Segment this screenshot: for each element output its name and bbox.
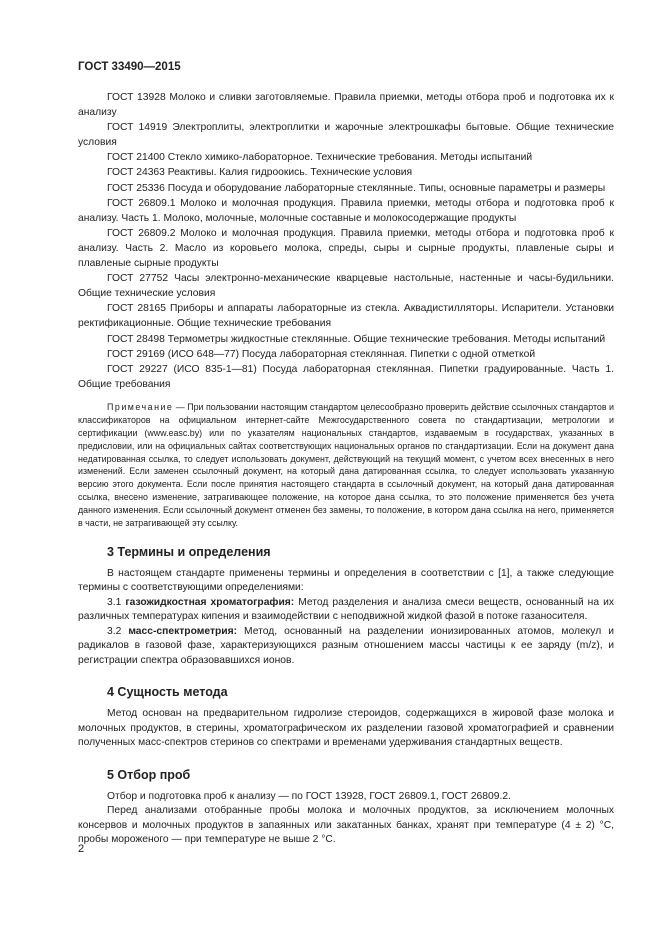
section-3-intro: В настоящем стандарте применены термины и определения в соответствии с [1], а также следующие термины с соответствующими определениями:	[78, 567, 614, 594]
section-4-title: 4 Сущность метода	[107, 685, 228, 700]
normative-references	[78, 90, 614, 392]
reference-item: ГОСТ 29169 (ИСО 648—77) Посуда лабораторная стеклянная. Пипетки с одной отметкой	[107, 348, 536, 360]
section-terms	[78, 545, 614, 669]
reference-item: ГОСТ 21400 Стекло химико-лабораторное. Технические требования. Методы испытаний	[107, 152, 533, 164]
reference-item: ГОСТ 13928 Молоко и сливки заготовляемые. Правила приемки, методы отбора проб и подготовка их к анализу	[78, 92, 614, 119]
note-text: — При пользовании настоящим стандартом целесообразно проверить действие ссылочных стандартов и классификаторов на официальном интернет-сайте Межгосударственного совета по стандартизации, метрологии и сертификации (www.easc.by) или по указателям национальных стандартов, издаваемым в государствах, указанных в предисловии, или на официальных сайтах соответствующих национальных органов по стандартизации. Если на документ дана недатированная ссылка, то следует использовать документ, действующий на текущий момент, с учетом всех внесенных в него изменений. Если заменен ссылочный документ, на который дана датированная ссылка, то следует использовать указанную версию этого документа. Если после принятия настоящего стандарта в ссылочный документ, на который дана датированная ссылка, внесено изменение, затрагивающее положение, на которое дана ссылка, то это положение применяется без учета данного изменения. Если ссылочный документ отменен без замены, то положение, в котором дана ссылка на него, применяется в части, не затрагивающей эту ссылку.	[78, 401, 614, 529]
reference-item: ГОСТ 26809.2 Молоко и молочная продукция. Правила приемки, методы отбора и подготовка проб к анализу. Часть 2. Масло из коровьего молока, спреды, сыры и сырные продукты, плавленые сыры и плавленые сырные продукты	[78, 227, 614, 270]
section-3-title: 3 Термины и определения	[107, 544, 271, 559]
reference-item: ГОСТ 25336 Посуда и оборудование лабораторные стеклянные. Типы, основные параметры и размеры	[107, 182, 606, 194]
section-sampling	[78, 768, 614, 848]
note-block	[78, 401, 614, 530]
reference-item: ГОСТ 28498 Термометры жидкостные стеклянные. Общие технические требования. Методы испытаний	[107, 333, 606, 345]
reference-item: ГОСТ 24363 Реактивы. Калия гидроокись. Технические условия	[107, 167, 413, 179]
page-number: 2	[78, 843, 85, 855]
note-label: Примечание	[107, 401, 174, 412]
section-5-title: 5 Отбор проб	[107, 767, 191, 782]
reference-item: ГОСТ 29227 (ИСО 835-1—81) Посуда лабораторная стеклянная. Пипетки градуированные. Часть 1. Общие требования	[78, 363, 614, 390]
section-4-text: Метод основан на предварительном гидролизе стероидов, содержащихся в жировой фазе молока и молочных продуктов, в стерины, хроматографическом их разделении газовой хроматографией и сравнении полученных масс-спектров стеринов со спектрами и временами удерживания стандартных веществ.	[78, 708, 614, 749]
reference-item: ГОСТ 26809.1 Молоко и молочная продукция. Правила приемки, методы отбора и подготовка проб к анализу. Часть 1. Молоко, молочные, молочные составные и молокосодержащие продукты	[78, 197, 614, 224]
document-header: ГОСТ 33490—2015	[78, 61, 181, 73]
reference-item: ГОСТ 27752 Часы электронно-механические кварцевые настольные, настенные и часы-будильники. Общие технические условия	[78, 273, 614, 300]
term-3-1: 3.1 газожидкостная хроматография: Метод разделения и анализа смеси веществ, основанный на их различных температурах кипения и взаимодействии с неподвижной жидкой фазой в потоке газаносителя.	[78, 596, 614, 623]
reference-item: ГОСТ 28165 Приборы и аппараты лабораторные из стекла. Аквадистилляторы. Испарители. Установки ректификационные. Общие технические требования	[78, 303, 614, 330]
term-3-2: 3.2 масс-спектрометрия: Метод, основанный на разделении ионизированных атомов, молекул и радикалов в газовой фазе, характеризующихся разным отношением массы частицы к ее заряду (m/z), и регистрации спектра образовавшихся ионов.	[78, 625, 614, 666]
section-method	[78, 685, 614, 751]
reference-item: ГОСТ 14919 Электроплиты, электроплитки и жарочные электрошкафы бытовые. Общие технические условия	[78, 122, 614, 149]
section-5-p1: Отбор и подготовка проб к анализу — по ГОСТ 13928, ГОСТ 26809.1, ГОСТ 26809.2.	[107, 790, 511, 802]
page-content	[78, 90, 614, 848]
section-5-p2: Перед анализами отобранные пробы молока и молочных продуктов, за исключением молочных консервов и молочных продуктов в запаянных или закатанных банках, хранят при температуре (4 ± 2) °С, пробы мороженого — при температуре не выше 2 °С.	[78, 805, 614, 846]
